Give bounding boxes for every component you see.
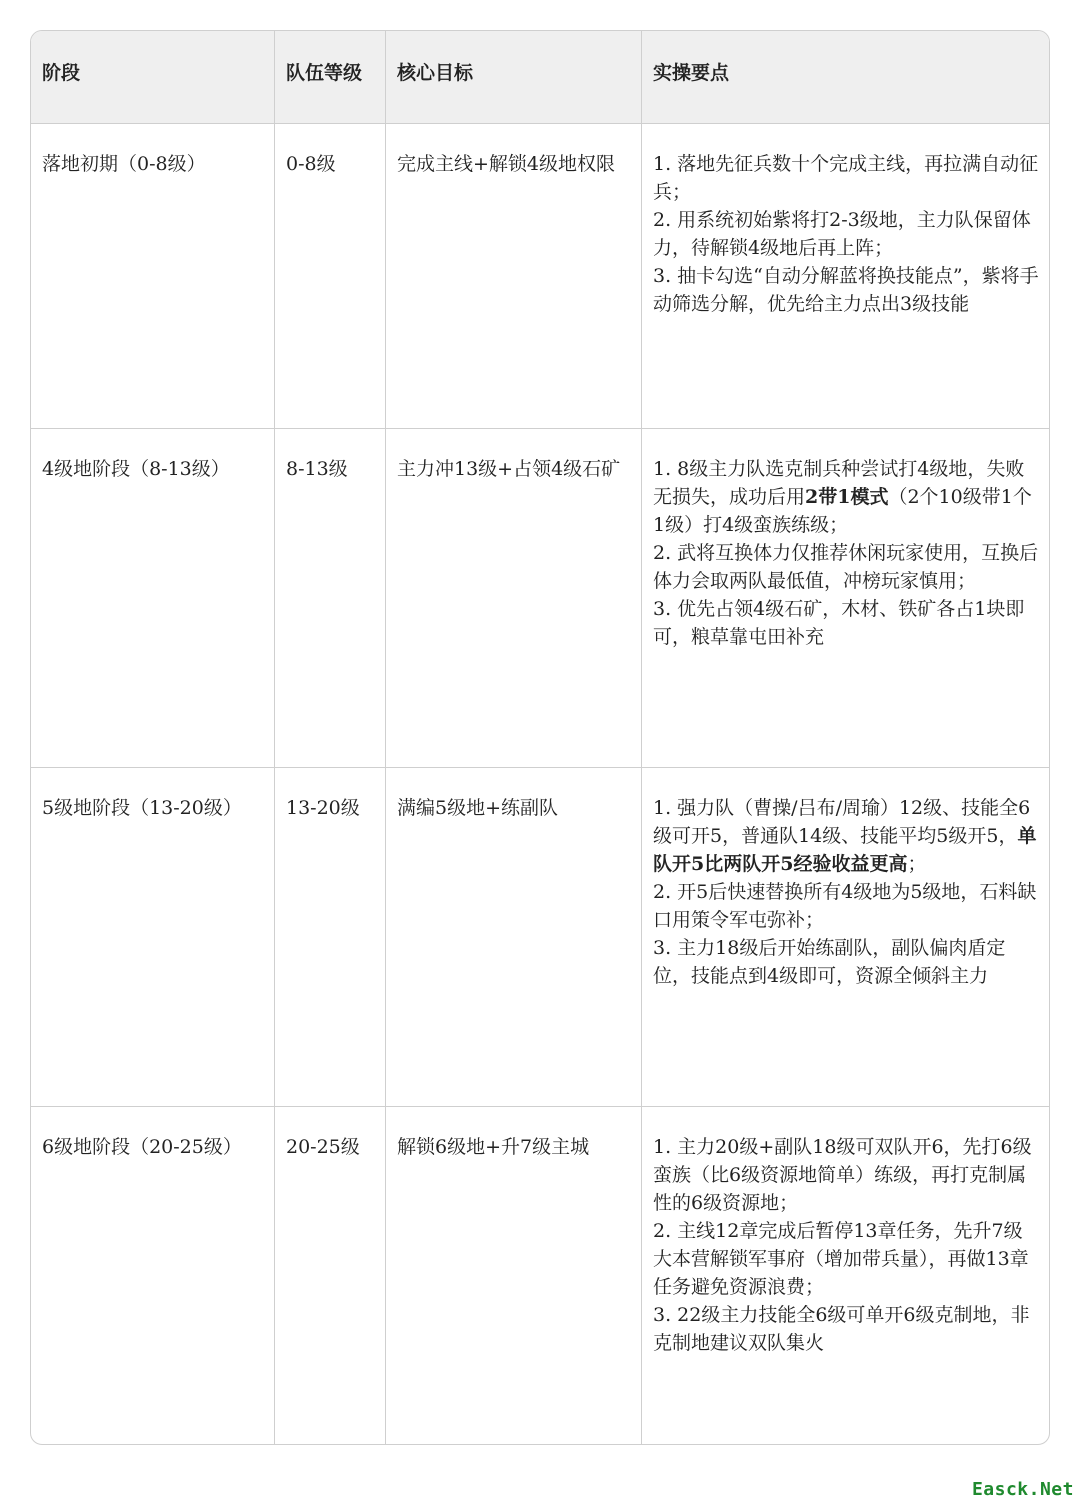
point-item: 3. 22级主力技能全6级可单开6级克制地，非克制地建议双队集火 bbox=[653, 1304, 1030, 1354]
table-row bbox=[31, 124, 1049, 429]
strategy-table bbox=[30, 30, 1050, 1445]
goal-cell: 主力冲13级+占领4级石矿 bbox=[386, 429, 642, 767]
point-item: 2. 武将互换体力仅推荐休闲玩家使用，互换后体力会取两队最低值，冲榜玩家慎用； bbox=[653, 542, 1039, 592]
points-cell bbox=[642, 1107, 1049, 1444]
point-text: （2个10级带1个1级）打4级蛮族练级； bbox=[653, 486, 1032, 536]
point-item bbox=[653, 794, 1041, 878]
point-text: 1. 强力队（曹操/吕布/周瑜）12级、技能全6级可开5，普通队14级、技能平均5级开5， bbox=[653, 797, 1031, 847]
point-item: 3. 抽卡勾选“自动分解蓝将换技能点”，紫将手动筛选分解，优先给主力点出3级技能 bbox=[653, 265, 1039, 315]
site-watermark: Easck.Net bbox=[971, 1479, 1074, 1500]
header-key-points: 实操要点 bbox=[653, 62, 730, 84]
goal-cell: 完成主线+解锁4级地权限 bbox=[386, 124, 642, 428]
point-item: 2. 用系统初始紫将打2-3级地，主力队保留体力，待解锁4级地后再上阵； bbox=[653, 209, 1031, 259]
points-cell bbox=[642, 124, 1049, 428]
point-item: 3. 主力18级后开始练副队，副队偏肉盾定位，技能点到4级即可，资源全倾斜主力 bbox=[653, 937, 1006, 987]
stage-cell: 6级地阶段（20-25级） bbox=[31, 1107, 275, 1444]
table-row bbox=[31, 429, 1049, 768]
table-row bbox=[31, 1107, 1049, 1444]
point-emphasis: 单队开5比两队开5经验收益更高 bbox=[653, 825, 1037, 875]
point-item: 3. 优先占领4级石矿，木材、铁矿各占1块即可，粮草靠屯田补充 bbox=[653, 598, 1025, 648]
table-header-row bbox=[31, 31, 1049, 124]
level-cell: 0-8级 bbox=[275, 124, 386, 428]
header-stage: 阶段 bbox=[31, 31, 275, 123]
table-row bbox=[31, 768, 1049, 1107]
point-item bbox=[653, 455, 1041, 539]
header-core-goal: 核心目标 bbox=[386, 31, 642, 123]
point-text: ； bbox=[907, 853, 927, 875]
stage-cell: 5级地阶段（13-20级） bbox=[31, 768, 275, 1106]
points-cell bbox=[642, 768, 1049, 1106]
goal-cell: 解锁6级地+升7级主城 bbox=[386, 1107, 642, 1444]
point-item: 1. 主力20级+副队18级可双队开6，先打6级蛮族（比6级资源地简单）练级，再打克制属性的6级资源地； bbox=[653, 1136, 1032, 1214]
level-cell: 20-25级 bbox=[275, 1107, 386, 1444]
point-emphasis: 2带1模式 bbox=[805, 486, 889, 508]
point-text: 1. 8级主力队选克制兵种尝试打4级地，失败无损失，成功后用 bbox=[653, 458, 1025, 508]
stage-cell: 落地初期（0-8级） bbox=[31, 124, 275, 428]
point-item: 2. 主线12章完成后暂停13章任务，先升7级大本营解锁军事府（增加带兵量），再做13章任务避免资源浪费； bbox=[653, 1220, 1029, 1298]
level-cell: 8-13级 bbox=[275, 429, 386, 767]
stage-cell: 4级地阶段（8-13级） bbox=[31, 429, 275, 767]
point-item: 2. 开5后快速替换所有4级地为5级地，石料缺口用策令军屯弥补； bbox=[653, 881, 1037, 931]
level-cell: 13-20级 bbox=[275, 768, 386, 1106]
points-cell bbox=[642, 429, 1049, 767]
header-team-level: 队伍等级 bbox=[275, 31, 386, 123]
point-item: 1. 落地先征兵数十个完成主线，再拉满自动征兵； bbox=[653, 153, 1039, 203]
goal-cell: 满编5级地+练副队 bbox=[386, 768, 642, 1106]
